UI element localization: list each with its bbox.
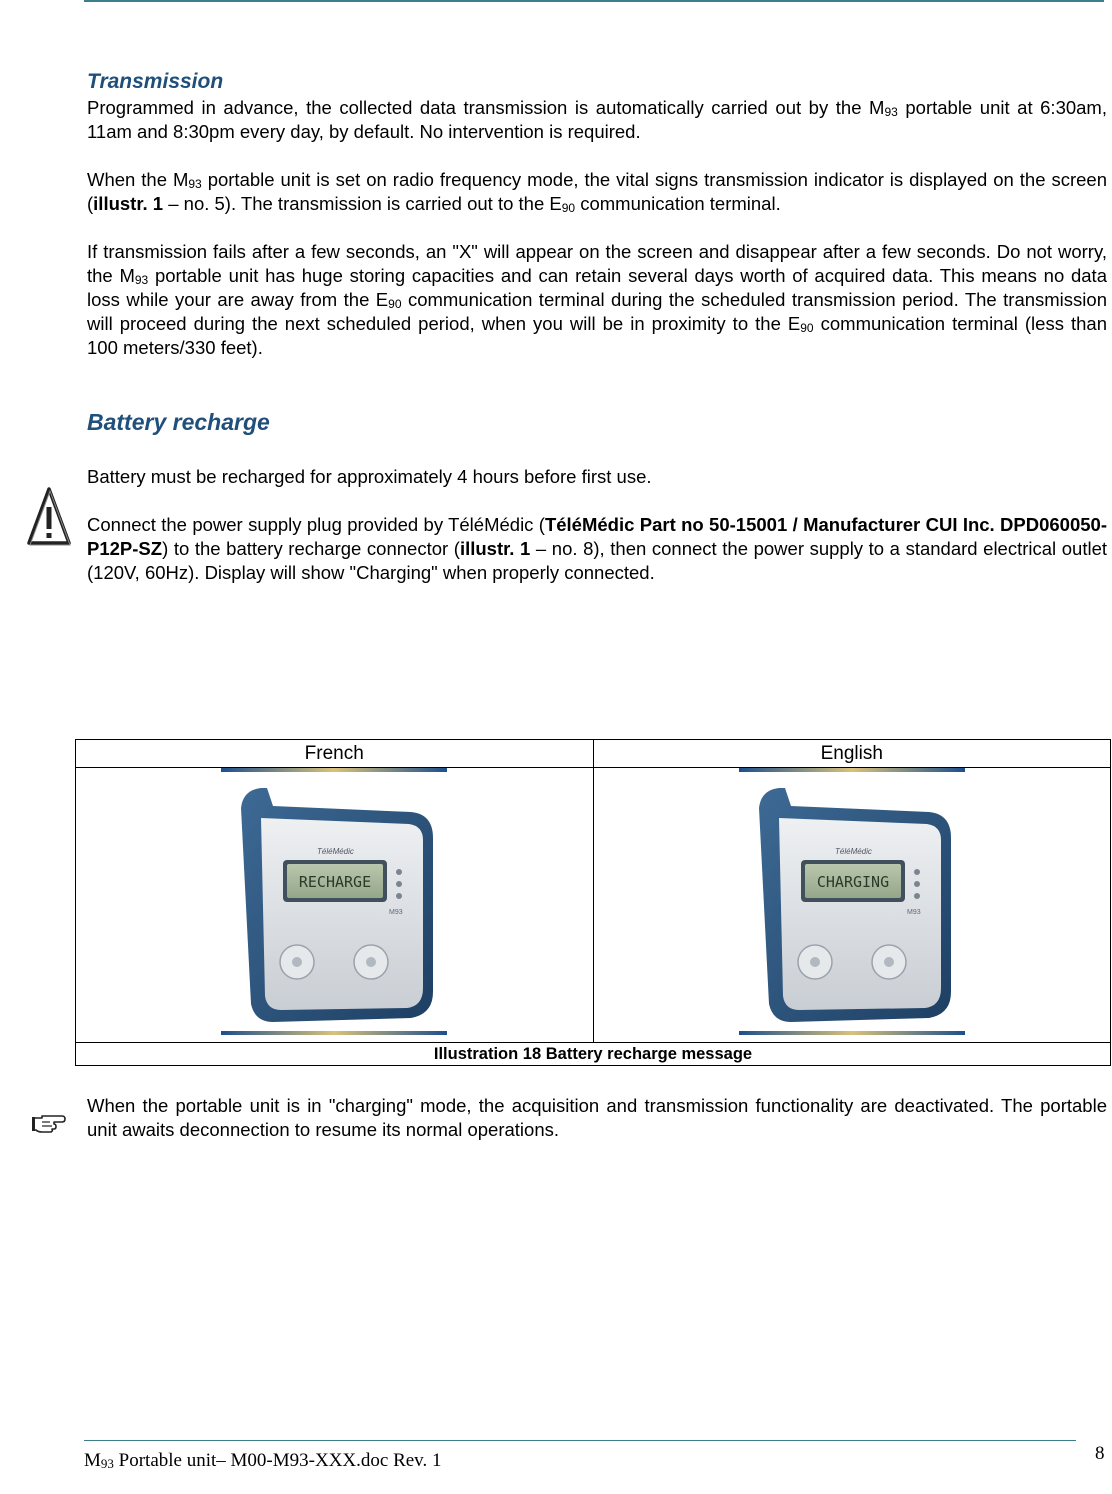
device-image-cell-french [76,768,594,1043]
device-image-cell-english [593,768,1111,1043]
device-screen-text-french: RECHARGE [299,873,372,891]
device-brand-french: TéléMédic [317,847,355,856]
illustration-caption: Illustration 18 Battery recharge message [76,1043,1111,1066]
battery-paragraph-2: Connect the power supply plug provided by TéléMédic (TéléMédic Part no 50-15001 / Manufacturer CUI Inc. DPD060050-P12P-SZ) to the battery recharge connector (illustr. 1 – no. 8), then connect the power supply to a standard electrical outlet (120V, 60Hz). Display will show "Charging" when properly connected. [87,514,1108,583]
note-paragraph: When the portable unit is in "charging" mode, the acquisition and transmission functionality are deactivated. The portable unit awaits deconnection to resume its normal operations. [87,1095,1107,1140]
transmission-paragraph-1: Programmed in advance, the collected data transmission is automatically carried out by the $M_{93}$ portable unit at 6:30am, 11am and 8:30pm every day, by default. No intervention is required. [87,97,1107,142]
device-screen-text-english: CHARGING [816,873,889,891]
battery-paragraph-1: Battery must be recharged for approximately 4 hours before first use. [87,466,652,487]
device-model-english: M93 [906,909,921,916]
document-body [87,68,1107,585]
transmission-paragraph-3: If transmission fails after a few seconds, an "X" will appear on the screen and disappear after a few seconds. Do not worry, the $M_{93}$ portable unit has huge storing capacities and can retain several days worth of acquired data. This means no data loss while your are away from the $E_{90}$ communication terminal during the scheduled transmission period. The transmission will proceed during the next scheduled period, when you will be in proximity to the $E_{90}$ communication terminal (less than 100 meters/330 feet). [87,241,1107,358]
column-header-english: English [593,740,1111,768]
warning-icon [26,485,72,549]
footer-doc-info: $M_{93}$ Portable unit– M00-M93-XXX.doc Rev. 1 [84,1450,442,1471]
battery-message-table [75,739,1111,1066]
transmission-paragraph-2: When the $M_{93}$ portable unit is set on radio frequency mode, the vital signs transmission indicator is displayed on the screen (illustr. 1 – no. 5). The transmission is carried out to the $E_{90}$ communication terminal. [87,169,1107,215]
section-heading-transmission: Transmission [87,70,224,93]
device-image-english [739,768,965,1036]
device-model-french: M93 [389,909,403,916]
footer-rule [84,1440,1076,1441]
section-heading-battery: Battery recharge [87,409,270,435]
column-header-french: French [76,740,594,768]
header-rule [84,0,1104,2]
page-number: 8 [1095,1443,1105,1464]
device-image-french [221,768,447,1036]
device-brand-english: TéléMédic [834,847,872,856]
pointing-hand-icon [32,1112,66,1134]
